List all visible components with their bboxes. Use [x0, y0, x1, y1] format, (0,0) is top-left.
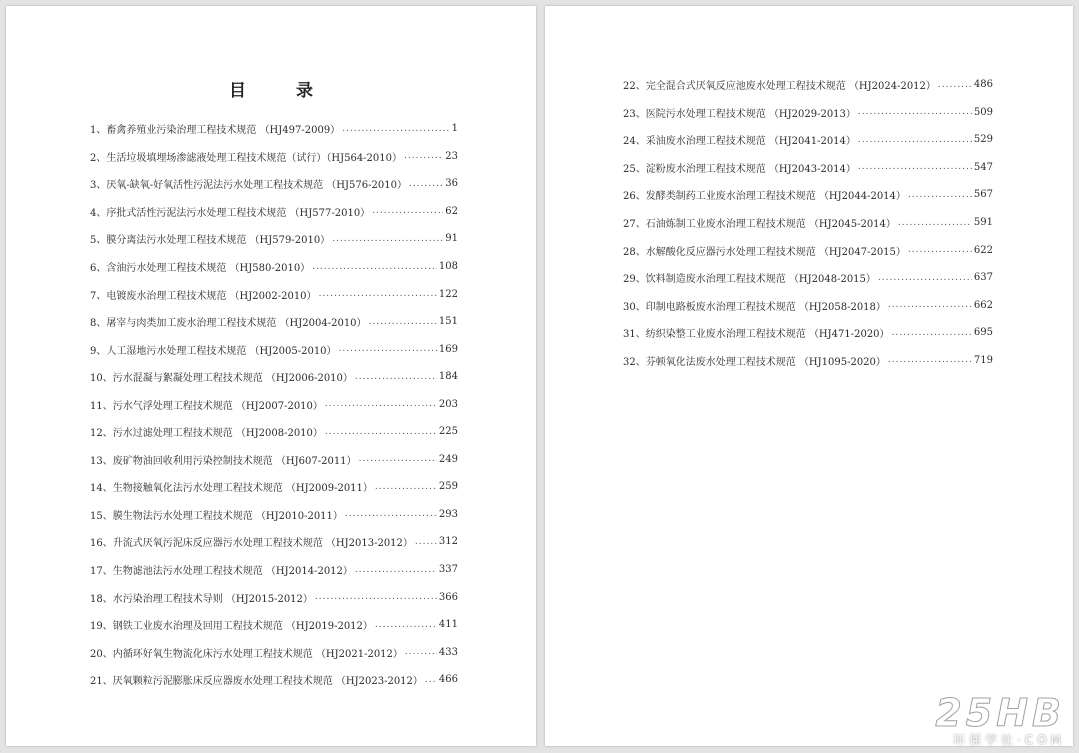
toc-entry-title: 16、升流式厌氧污泥床反应器污水处理工程技术规范 （HJ2013-2012）: [90, 538, 413, 550]
toc-entry-page-number: 184: [438, 371, 458, 383]
dot-leader: [888, 355, 972, 365]
toc-entry-title: 29、饮料制造废水治理工程技术规范 （HJ2048-2015）: [623, 274, 876, 286]
toc-entry-page-number: 567: [973, 189, 993, 201]
toc-entry[interactable]: [623, 126, 993, 154]
watermark-logo-text: 25HB: [935, 691, 1065, 735]
toc-entry[interactable]: [90, 143, 458, 171]
toc-entry[interactable]: [623, 236, 993, 264]
toc-entry-title: 26、发酵类制药工业废水治理工程技术规范 （HJ2044-2014）: [623, 191, 906, 203]
dot-leader: [938, 80, 972, 90]
dot-leader: [345, 509, 437, 519]
toc-entry-page-number: 695: [973, 327, 993, 339]
toc-entry[interactable]: [90, 115, 458, 143]
toc-entry[interactable]: [623, 99, 993, 127]
toc-entry-page-number: 719: [973, 354, 993, 366]
toc-entry[interactable]: [90, 501, 458, 529]
toc-list-left: [90, 115, 458, 693]
toc-entry[interactable]: [90, 556, 458, 584]
toc-entry[interactable]: [623, 346, 993, 374]
toc-entry[interactable]: [90, 583, 458, 611]
toc-entry-title: 18、水污染治理工程技术导则 （HJ2015-2012）: [90, 593, 313, 605]
toc-entry[interactable]: [90, 363, 458, 391]
toc-entry-page-number: 366: [438, 591, 458, 603]
toc-entry-title: 15、膜生物法污水处理工程技术规范 （HJ2010-2011）: [90, 510, 343, 522]
toc-entry-title: 13、废矿物油回收利用污染控制技术规范 （HJ607-2011）: [90, 455, 357, 467]
toc-entry-page-number: 36: [445, 178, 458, 190]
dot-leader: [409, 179, 443, 189]
toc-entry-title: 1、畜禽养殖业污染治理工程技术规范 （HJ497-2009）: [90, 125, 341, 137]
toc-entry-title: 11、污水气浮处理工程技术规范 （HJ2007-2010）: [90, 400, 323, 412]
toc-entry-title: 27、石油炼制工业废水治理工程技术规范 （HJ2045-2014）: [623, 219, 896, 230]
right-page: [545, 6, 1073, 746]
left-page: [6, 6, 536, 746]
toc-entry-page-number: 529: [973, 134, 993, 146]
toc-entry-title: 6、含油污水处理工程技术规范 （HJ580-2010）: [90, 263, 311, 274]
toc-entry-title: 10、污水混凝与絮凝处理工程技术规范 （HJ2006-2010）: [90, 373, 353, 385]
toc-entry-page-number: 547: [973, 161, 993, 173]
toc-entry-page-number: 411: [438, 619, 458, 631]
toc-entry-page-number: 293: [438, 508, 458, 520]
dot-leader: [325, 399, 437, 409]
toc-entry[interactable]: [90, 253, 458, 281]
toc-entry-title: 4、序批式活性污泥法污水处理工程技术规范 （HJ577-2010）: [90, 207, 371, 219]
dot-leader: [359, 454, 437, 464]
toc-entry-page-number: 91: [445, 233, 458, 245]
toc-entry-page-number: 312: [438, 536, 458, 548]
toc-entry-page-number: 62: [445, 205, 458, 217]
dot-leader: [315, 592, 437, 602]
toc-entry-page-number: 509: [973, 106, 993, 118]
dot-leader: [404, 151, 443, 161]
dot-leader: [372, 206, 443, 216]
toc-entry-page-number: 23: [445, 150, 458, 162]
dot-leader: [888, 300, 972, 310]
toc-entry-title: 28、水解酸化反应器污水处理工程技术规范 （HJ2047-2015）: [623, 246, 906, 258]
dot-leader: [425, 675, 437, 685]
toc-entry[interactable]: [623, 71, 993, 99]
dot-leader: [339, 344, 437, 354]
toc-entry-page-number: 466: [438, 674, 458, 686]
toc-list-right: [623, 71, 993, 374]
toc-entry-page-number: 1: [451, 123, 458, 135]
toc-entry-title: 25、淀粉废水治理工程技术规范 （HJ2043-2014）: [623, 163, 856, 175]
site-watermark-logo: [893, 691, 1065, 747]
toc-entry[interactable]: [90, 666, 458, 694]
toc-entry-page-number: 622: [973, 244, 993, 256]
toc-entry-page-number: 433: [438, 646, 458, 658]
toc-entry-title: 22、完全混合式厌氧反应池废水处理工程技术规范 （HJ2024-2012）: [623, 81, 936, 93]
toc-title: 目 录: [229, 81, 335, 101]
toc-entry-page-number: 259: [438, 481, 458, 493]
toc-entry-title: 14、生物接触氧化法污水处理工程技术规范 （HJ2009-2011）: [90, 483, 373, 495]
toc-entry-title: 9、人工湿地污水处理工程技术规范 （HJ2005-2010）: [90, 345, 337, 357]
toc-entry-title: 30、印制电路板废水治理工程技术规范 （HJ2058-2018）: [623, 301, 886, 313]
dot-leader: [908, 245, 972, 255]
toc-entry[interactable]: [90, 473, 458, 501]
dot-leader: [405, 647, 437, 657]
dot-leader: [319, 289, 437, 299]
toc-entry-page-number: 637: [973, 272, 993, 284]
toc-entry-title: 3、厌氧-缺氧-好氧活性污泥法污水处理工程技术规范 （HJ576-2010）: [90, 180, 407, 192]
toc-entry-title: 21、厌氧颗粒污泥膨胀床反应器废水处理工程技术规范 （HJ2023-2012）: [90, 676, 423, 688]
toc-entry[interactable]: [623, 264, 993, 292]
toc-entry-title: 2、生活垃圾填埋场渗滤液处理工程技术规范（试行）（HJ564-2010）: [90, 152, 403, 164]
dot-leader: [858, 107, 972, 117]
toc-entry-title: 20、内循环好氧生物流化床污水处理工程技术规范 （HJ2021-2012）: [90, 648, 403, 660]
dot-leader: [415, 537, 437, 547]
toc-entry-title: 12、污水过滤处理工程技术规范 （HJ2008-2010）: [90, 428, 323, 440]
toc-entry[interactable]: [90, 638, 458, 666]
toc-entry[interactable]: [90, 280, 458, 308]
toc-entry[interactable]: [90, 198, 458, 226]
toc-entry[interactable]: [90, 308, 458, 336]
dot-leader: [375, 620, 437, 630]
toc-entry[interactable]: [90, 446, 458, 474]
toc-entry[interactable]: [623, 291, 993, 319]
dot-leader: [898, 218, 972, 228]
watermark-subtitle: 环保学社·COM: [953, 733, 1065, 747]
toc-entry[interactable]: [90, 335, 458, 363]
dot-leader: [858, 135, 972, 145]
dot-leader: [332, 234, 443, 244]
toc-entry-page-number: 225: [438, 426, 458, 438]
toc-entry-page-number: 486: [973, 79, 993, 91]
dot-leader: [342, 124, 449, 134]
dot-leader: [878, 273, 972, 283]
dot-leader: [312, 262, 437, 272]
toc-entry-page-number: 169: [438, 343, 458, 355]
toc-entry-title: 24、采油废水治理工程技术规范 （HJ2041-2014）: [623, 136, 856, 148]
toc-entry-title: 8、屠宰与肉类加工废水治理工程技术规范 （HJ2004-2010）: [90, 318, 367, 330]
toc-entry-title: 23、医院污水处理工程技术规范 （HJ2029-2013）: [623, 108, 856, 120]
toc-entry[interactable]: [90, 170, 458, 198]
toc-entry-title: 7、电镀废水治理工程技术规范 （HJ2002-2010）: [90, 290, 317, 302]
toc-entry[interactable]: [623, 209, 993, 237]
dot-leader: [892, 328, 972, 338]
toc-entry[interactable]: [90, 225, 458, 253]
dot-leader: [908, 190, 972, 200]
toc-entry[interactable]: [90, 611, 458, 639]
dot-leader: [355, 565, 437, 575]
toc-entry-page-number: 249: [438, 453, 458, 465]
dot-leader: [355, 372, 437, 382]
dot-leader: [369, 317, 437, 327]
toc-entry[interactable]: [623, 154, 993, 182]
toc-entry[interactable]: [90, 418, 458, 446]
toc-entry[interactable]: [623, 181, 993, 209]
toc-entry-page-number: 337: [438, 564, 458, 576]
dot-leader: [858, 162, 972, 172]
toc-entry-title: 17、生物滤池法污水处理工程技术规范 （HJ2014-2012）: [90, 566, 353, 578]
toc-entry-title: 32、芬顿氧化法废水处理工程技术规范 （HJ1095-2020）: [623, 356, 886, 368]
toc-entry-page-number: 203: [438, 398, 458, 410]
toc-entry-page-number: 591: [973, 217, 993, 228]
toc-entry-title: 31、纺织染整工业废水治理工程技术规范 （HJ471-2020）: [623, 329, 890, 341]
dot-leader: [325, 427, 437, 437]
toc-entry-page-number: 108: [438, 261, 458, 272]
toc-entry-title: 5、膜分离法污水处理工程技术规范 （HJ579-2010）: [90, 235, 331, 247]
toc-entry[interactable]: [90, 390, 458, 418]
toc-entry-page-number: 151: [438, 316, 458, 328]
toc-entry-page-number: 122: [438, 288, 458, 300]
toc-entry-page-number: 662: [973, 299, 993, 311]
toc-entry[interactable]: [90, 528, 458, 556]
toc-entry-title: 19、钢铁工业废水治理及回用工程技术规范 （HJ2019-2012）: [90, 621, 373, 633]
toc-entry[interactable]: [623, 319, 993, 347]
dot-leader: [375, 482, 437, 492]
